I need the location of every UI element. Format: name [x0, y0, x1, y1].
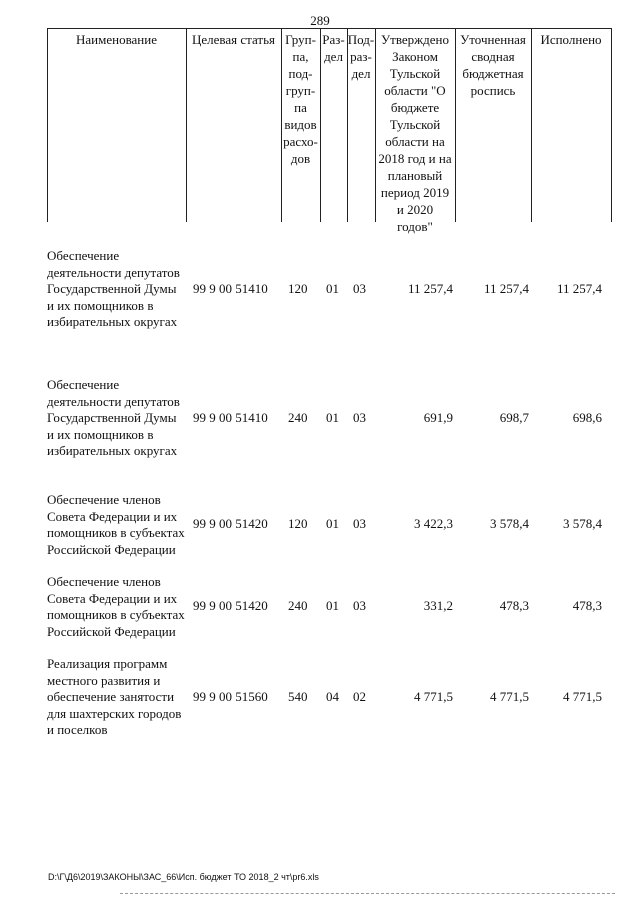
row-section: 01 — [326, 410, 339, 425]
header-subsection: Под- раз- дел — [347, 32, 375, 81]
col-divider — [531, 28, 532, 222]
row-section: 01 — [326, 598, 339, 613]
row-approved: 691,9 — [423, 410, 453, 425]
row-section: 01 — [326, 281, 339, 296]
row-subsection: 02 — [353, 689, 366, 704]
row-approved: 3 422,3 — [414, 516, 453, 531]
bottom-divider — [120, 893, 615, 894]
row-group: 120 — [288, 281, 308, 296]
row-code: 99 9 00 51420 — [193, 516, 268, 531]
row-name: Обеспечение членов Совета Федерации и их помощников в субъектах Российской Федерации — [47, 492, 185, 557]
row-approved: 4 771,5 — [414, 689, 453, 704]
row-code: 99 9 00 51560 — [193, 689, 268, 704]
row-group: 240 — [288, 598, 308, 613]
header-approved: Утверждено Законом Тульской области "О бюджете Тульской области на 2018 год и на плановый период 2019 и 2020 годов" — [378, 32, 452, 234]
row-group: 540 — [288, 689, 308, 704]
row-refined: 698,7 — [499, 410, 529, 425]
row-group: 120 — [288, 516, 308, 531]
row-executed: 478,3 — [572, 598, 602, 613]
row-name: Обеспечение деятельности депутатов Государственной Думы и их помощников в избирательных округах — [47, 377, 180, 458]
row-refined: 4 771,5 — [490, 689, 529, 704]
row-name: Реализация программ местного развития и обеспечение занятости для шахтерских городов и поселков — [47, 656, 182, 737]
header-top-border — [47, 28, 611, 29]
row-group: 240 — [288, 410, 308, 425]
row-executed: 11 257,4 — [556, 281, 602, 296]
row-subsection: 03 — [353, 598, 366, 613]
row-executed: 698,6 — [572, 410, 602, 425]
col-divider — [47, 28, 48, 222]
row-code: 99 9 00 51410 — [193, 410, 268, 425]
row-code: 99 9 00 51410 — [193, 281, 268, 296]
row-subsection: 03 — [353, 410, 366, 425]
col-divider — [611, 28, 612, 222]
row-executed: 3 578,4 — [563, 516, 602, 531]
row-name: Обеспечение деятельности депутатов Государственной Думы и их помощников в избирательных округах — [47, 248, 180, 329]
row-refined: 478,3 — [499, 598, 529, 613]
file-path-footer: D:\Г\Д6\2019\ЗАКОНЫ\ЗАС_66\Исп. бюджет ТО 2018_2 чт\pr6.xls — [48, 872, 319, 882]
header-group: Груп- па, под- груп- па видов расхо- дов — [283, 32, 318, 166]
col-divider — [186, 28, 187, 222]
header-refined: Уточненная сводная бюджетная роспись — [460, 32, 526, 98]
header-name: Наименование — [76, 32, 157, 47]
row-name: Обеспечение членов Совета Федерации и их помощников в субъектах Российской Федерации — [47, 574, 185, 639]
row-approved: 11 257,4 — [407, 281, 453, 296]
row-code: 99 9 00 51420 — [193, 598, 268, 613]
row-subsection: 03 — [353, 281, 366, 296]
header-target: Целевая статья — [191, 32, 275, 47]
row-section: 01 — [326, 516, 339, 531]
row-section: 04 — [326, 689, 339, 704]
header-executed: Исполнено — [540, 32, 602, 47]
row-refined: 3 578,4 — [490, 516, 529, 531]
row-approved: 331,2 — [423, 598, 453, 613]
row-executed: 4 771,5 — [563, 689, 602, 704]
row-refined: 11 257,4 — [483, 281, 529, 296]
page-number: 289 — [310, 13, 330, 28]
row-subsection: 03 — [353, 516, 366, 531]
header-section: Раз- дел — [322, 32, 345, 64]
